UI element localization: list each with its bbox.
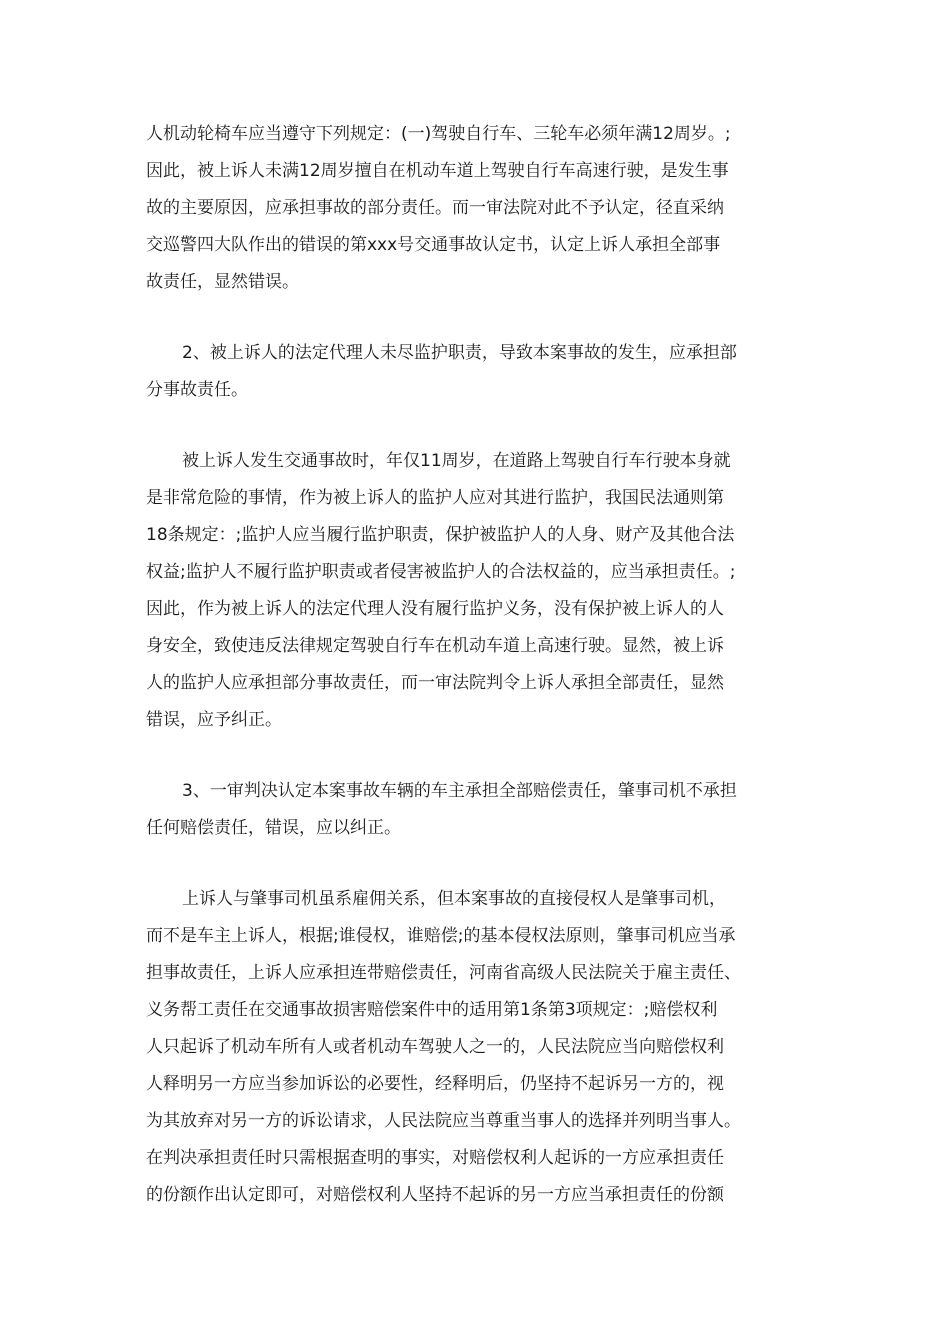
text-line: 身安全，致使违反法律规定驾驶自行车在机动车道上高速行驶。显然，被上诉 <box>146 636 724 656</box>
text-line: 在判决承担责任时只需根据查明的事实，对赔偿权利人起诉的一方应承担责任 <box>146 1148 724 1168</box>
text-line: 上诉人与肇事司机虽系雇佣关系，但本案事故的直接侵权人是肇事司机， <box>182 889 726 909</box>
text-line: 交巡警四大队作出的错误的第xxx号交通事故认定书，认定上诉人承担全部事 <box>146 235 721 255</box>
text-line: 因此，作为被上诉人的法定代理人没有履行监护义务，没有保护被上诉人的人 <box>146 599 724 619</box>
text-line: 是非常危险的事情，作为被上诉人的监护人应对其进行监护，我国民法通则第 <box>146 488 724 508</box>
paragraph-1 <box>146 116 822 301</box>
text-line: 为其放弃对另一方的诉讼请求，人民法院应当尊重当事人的选择并列明当事人。 <box>146 1111 741 1131</box>
paragraph-2 <box>146 335 822 409</box>
text-line: 被上诉人发生交通事故时，年仅11周岁，在道路上驾驶自行车行驶本身就 <box>182 451 731 471</box>
text-line: 义务帮工责任在交通事故损害赔偿案件中的适用第1条第3项规定：;赔偿权利 <box>146 1000 718 1020</box>
text-line: 担事故责任，上诉人应承担连带赔偿责任，河南省高级人民法院关于雇主责任、 <box>146 963 741 983</box>
text-line: 因此，被上诉人未满12周岁擅自在机动车道上驾驶自行车高速行驶，是发生事 <box>146 161 729 181</box>
text-line: 分事故责任。 <box>146 380 248 400</box>
text-line: 故责任，显然错误。 <box>146 272 299 292</box>
paragraph-5 <box>146 881 822 1214</box>
text-line: 人的监护人应承担部分事故责任，而一审法院判令上诉人承担全部责任，显然 <box>146 673 724 693</box>
text-line: 人释明另一方应当参加诉讼的必要性，经释明后，仍坚持不起诉另一方的，视 <box>146 1074 724 1094</box>
text-line: 3、一审判决认定本案事故车辆的车主承担全部赔偿责任，肇事司机不承担 <box>182 781 737 801</box>
text-line: 错误，应予纠正。 <box>146 710 282 730</box>
text-line: 2、被上诉人的法定代理人未尽监护职责，导致本案事故的发生，应承担部 <box>182 343 737 363</box>
text-line: 故的主要原因，应承担事故的部分责任。而一审法院对此不予认定，径直采纳 <box>146 198 724 218</box>
paragraph-4 <box>146 773 822 847</box>
text-line: 的份额作出认定即可，对赔偿权利人坚持不起诉的另一方应当承担责任的份额 <box>146 1185 724 1205</box>
document-body <box>146 116 822 1214</box>
text-line: 18条规定：;监护人应当履行监护职责，保护被监护人的人身、财产及其他合法 <box>146 525 735 545</box>
text-line: 而不是车主上诉人，根据;谁侵权，谁赔偿;的基本侵权法原则，肇事司机应当承 <box>146 926 736 946</box>
text-line: 权益;监护人不履行监护职责或者侵害被监护人的合法权益的，应当承担责任。; <box>146 562 736 582</box>
text-line: 人只起诉了机动车所有人或者机动车驾驶人之一的，人民法院应当向赔偿权利 <box>146 1037 724 1057</box>
text-line: 人机动轮椅车应当遵守下列规定：(一)驾驶自行车、三轮车必须年满12周岁。; <box>146 124 731 144</box>
text-line: 任何赔偿责任，错误，应以纠正。 <box>146 818 401 838</box>
paragraph-3 <box>146 443 822 739</box>
